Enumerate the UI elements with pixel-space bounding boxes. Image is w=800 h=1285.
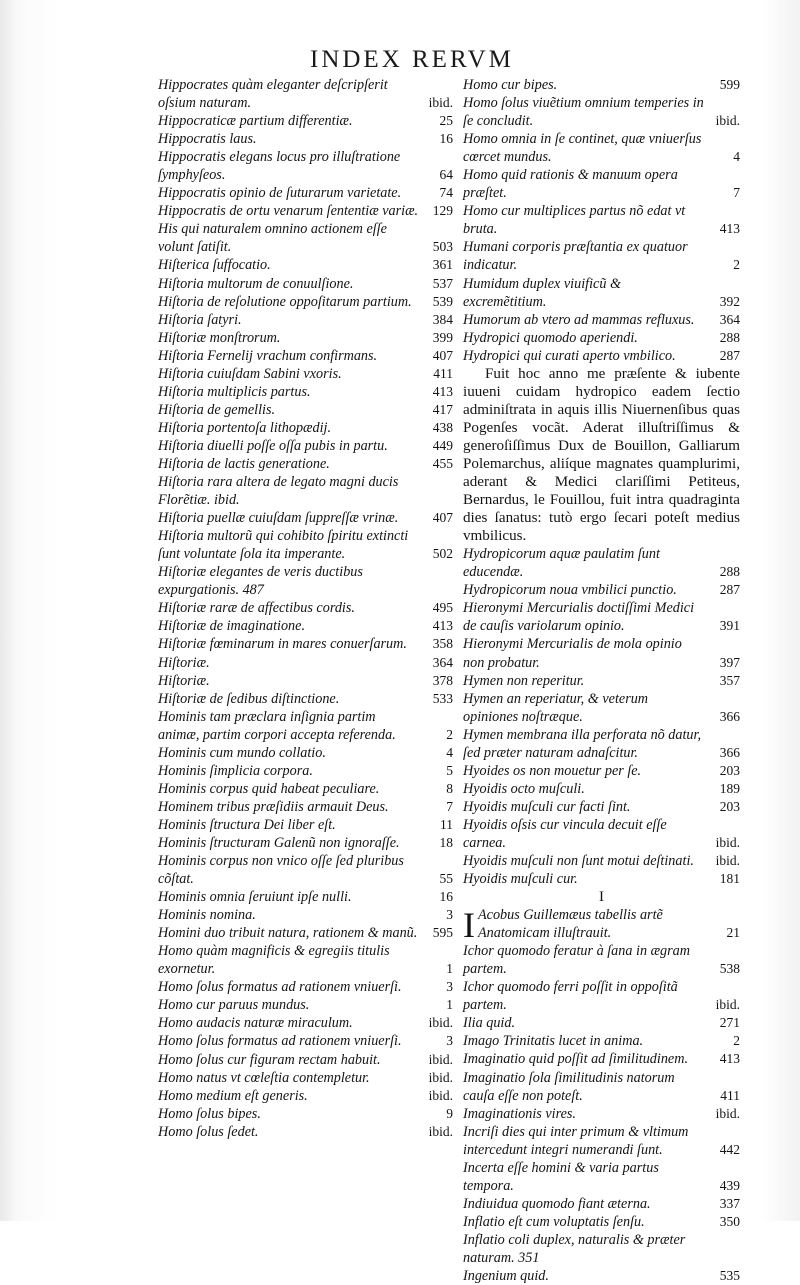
entry-page-ref: ibid.: [428, 1123, 453, 1139]
index-entry: [463, 311, 740, 329]
entry-page-ref: 413: [719, 221, 740, 237]
index-entry: [158, 635, 453, 653]
index-entry: [463, 130, 740, 166]
entry-text: Homo ſolus ſedet.: [158, 1123, 259, 1140]
entry-page-ref: 599: [719, 77, 740, 92]
index-entry: [158, 419, 453, 437]
index-entry: [463, 166, 740, 202]
index-entry: [463, 852, 740, 870]
index-entry: [463, 635, 740, 671]
entry-text: Hiſtoriæ fœminarum in mares conuerſarum.: [158, 636, 407, 653]
entry-text: Hiſtoriæ.: [158, 654, 210, 671]
entry-page-ref: 537: [432, 275, 453, 291]
index-entry: [463, 1267, 740, 1285]
entry-page-ref: 2: [446, 726, 453, 742]
index-entry: [158, 437, 453, 455]
entry-page-ref: ibid.: [715, 1105, 740, 1121]
index-entry: [158, 202, 453, 220]
entry-text: Humorum ab vtero ad mammas refluxus.: [463, 311, 695, 328]
entry-text: Homo cur bipes.: [463, 77, 558, 93]
entry-page-ref: 1: [446, 961, 453, 977]
index-entry: [158, 1051, 453, 1069]
index-entry: [463, 762, 740, 780]
index-entry: [158, 798, 453, 816]
entry-text: Hippocraticæ partium differentiæ.: [158, 113, 353, 130]
entry-page-ref: 350: [719, 1213, 740, 1229]
index-entry: [463, 816, 740, 852]
index-entry: [463, 672, 740, 690]
entry-page-ref: 2: [733, 1033, 740, 1049]
index-entry: [158, 329, 453, 347]
entry-text: Hominis ſimplicia corpora.: [158, 762, 313, 779]
entry-text: Hymen membrana illa perforata nõ datur, ſed præter naturam adnaſcitur.: [463, 726, 702, 761]
entry-page-ref: 8: [446, 780, 453, 796]
entry-page-ref: 3: [446, 979, 453, 995]
entry-page-ref: 533: [432, 690, 453, 706]
index-entry: [463, 942, 740, 978]
index-entry: [158, 708, 453, 744]
entry-text: Hominis corpus quid habeat peculiare.: [158, 780, 380, 797]
index-entry: [463, 347, 740, 365]
index-entry: [463, 238, 740, 274]
index-entry: [158, 1032, 453, 1050]
entry-text: Acobus Guillemæus tabellis artẽ Anatomicam illuſtrauit.: [478, 907, 663, 942]
index-entry: [463, 1195, 740, 1213]
entry-text: Hiſtoriæ de ſedibus diſtinctione.: [158, 690, 340, 707]
index-entry: [158, 347, 453, 365]
drop-cap-initial: I: [463, 905, 475, 946]
entry-text: Humidum duplex viuificũ & excremẽtitium.: [463, 275, 622, 310]
entry-text: Indiuidua quomodo fiant æterna.: [463, 1195, 651, 1212]
entry-text: Hominis nomina.: [158, 907, 256, 924]
entry-text: Hydropicorum aquæ paulatim ſunt educendæ.: [463, 546, 660, 581]
index-entry: [463, 1123, 740, 1159]
entry-text: Homo cur paruus mundus.: [158, 997, 310, 1014]
commentary-paragraph: Fuit hoc anno me præſente & iubente iuueni cuidam hydropico eadem ſectio adminiſtrata in aquis illis Niuernenſibus quas Pogenſes vocãt. Aderat illuſtriſſimus & generoſiſſimus Dux de Bouillon, Galliarum Polemarchus, aliíque magnates quamplurimi, aderant & Medici clariſſimi Petiteus, Bernardus, le Fouillou, fuit intra quadraginta dies ſanatus: tutò ergo ſecari poteſt medius vmbilicus.: [463, 365, 740, 545]
entry-text: Hiſtoria cuiuſdam Sabini vxoris.: [158, 365, 342, 382]
entry-page-ref: 413: [719, 1051, 740, 1067]
index-entry: [463, 1231, 740, 1267]
entry-page-ref: 411: [720, 1087, 740, 1103]
index-entry: [158, 130, 453, 148]
entry-page-ref: 288: [719, 564, 740, 580]
index-entry: [158, 473, 453, 509]
entry-page-ref: 7: [446, 798, 453, 814]
entry-text: Homo ſolus formatus ad rationem vniuerſi.: [158, 1033, 402, 1050]
index-entry: [158, 563, 453, 599]
entry-text: Hiſtoria de lactis generatione.: [158, 455, 330, 472]
entry-text: Hiſtoria de gemellis.: [158, 401, 276, 418]
entry-page-ref: 364: [719, 311, 740, 327]
index-entry: [158, 1087, 453, 1105]
entry-text: Hyoides os non mouetur per ſe.: [463, 762, 642, 779]
entry-text: Homini duo tribuit natura, rationem & manũ.: [158, 925, 418, 942]
entry-group-middle: [463, 545, 740, 888]
index-entry: [463, 1159, 740, 1195]
entry-text: Hiſtoriæ de imaginatione.: [158, 618, 305, 635]
index-entry: [158, 906, 453, 924]
entry-page-ref: 535: [719, 1268, 740, 1284]
entry-page-ref: 397: [719, 654, 740, 670]
entry-text: Hiſtoria rara altera de legato magni ducis Florẽtiæ. ibid.: [158, 474, 399, 509]
entry-page-ref: 25: [439, 113, 453, 129]
entry-text: Homo ſolus viuẽtium omnium temperies in ſe concludit.: [463, 95, 704, 130]
entry-text: Hydropicorum noua vmbilici punctio.: [463, 582, 677, 599]
entry-text: Hiſtoria portentoſa lithopædij.: [158, 419, 332, 436]
index-entry: [158, 256, 453, 274]
entry-page-ref: 189: [719, 780, 740, 796]
entry-text: Hyoidis muſculi cur facti ſint.: [463, 798, 631, 815]
entry-page-ref: 378: [432, 672, 453, 688]
index-entry: [158, 888, 453, 906]
index-entry: [158, 744, 453, 762]
entry-text: Ichor quomodo ferri poſſit in oppoſitã partem.: [463, 979, 678, 1014]
entry-text: Hiſterica ſuffocatio.: [158, 257, 271, 274]
entry-page-ref: ibid.: [428, 95, 453, 111]
entry-page-ref: 64: [439, 167, 453, 183]
entry-text: Hippocratis de ortu venarum ſententiæ variæ.: [158, 203, 419, 220]
entry-page-ref: 4: [446, 744, 453, 760]
section-letter-heading: I: [599, 889, 604, 906]
entry-page-ref: ibid.: [428, 1051, 453, 1067]
index-entry: [463, 76, 740, 94]
entry-page-ref: 16: [439, 889, 453, 905]
entry-page-ref: 7: [733, 185, 740, 201]
index-entry: [158, 690, 453, 708]
entry-text: Humani corporis præſtantia ex quatuor indicatur.: [463, 239, 688, 274]
entry-text: Hippocratis laus.: [158, 131, 257, 148]
entry-text: Homo audacis naturæ miraculum.: [158, 1015, 353, 1032]
entry-text: Hiſtoriæ raræ de affectibus cordis.: [158, 600, 355, 617]
entry-page-ref: 55: [439, 871, 453, 887]
entry-page-ref: 439: [719, 1177, 740, 1193]
entry-page-ref: 411: [433, 365, 453, 381]
entry-page-ref: 16: [439, 131, 453, 147]
entry-text: Ilia quid.: [463, 1015, 516, 1032]
entry-text: Homo ſolus bipes.: [158, 1105, 261, 1122]
index-entry: [463, 599, 740, 635]
entry-text: Hiſtoria de reſolutione oppoſitarum partium.: [158, 293, 412, 310]
index-entry: [158, 834, 453, 852]
entry-page-ref: 1: [446, 997, 453, 1013]
entry-page-ref: 495: [432, 600, 453, 616]
entry-page-ref: 361: [432, 257, 453, 273]
entry-page-ref: 3: [446, 907, 453, 923]
entry-page-ref: 21: [726, 925, 740, 941]
entry-text: His qui naturalem omnino actionem eſſe volunt ſatiſit.: [158, 221, 387, 256]
index-entry: [158, 654, 453, 672]
entry-page-ref: 357: [719, 672, 740, 688]
index-entry: [158, 365, 453, 383]
entry-page-ref: 287: [719, 582, 740, 598]
entry-group-bottom: [463, 942, 740, 1285]
index-entry: [158, 780, 453, 798]
entry-page-ref: 181: [719, 871, 740, 887]
entry-text: Hiſtoria multorum de conuulſione.: [158, 275, 354, 292]
entry-text: Homo quid rationis & manuum opera præſtet.: [463, 167, 678, 202]
entry-text: Imago Trinitatis lucet in anima.: [463, 1033, 644, 1050]
entry-text: Ichor quomodo feratur à ſana in ægram partem.: [463, 943, 690, 978]
entry-page-ref: 442: [719, 1141, 740, 1157]
entry-page-ref: ibid.: [428, 1015, 453, 1031]
index-entry: [158, 1014, 453, 1032]
index-entry: [463, 94, 740, 130]
entry-text: Hyoidis muſculi non ſunt motui deſtinati.: [463, 853, 694, 870]
running-header: INDEX RERVM: [310, 46, 514, 73]
index-entry: [158, 924, 453, 942]
entry-page-ref: ibid.: [715, 997, 740, 1013]
entry-text: Hiſtoriæ monſtrorum.: [158, 329, 281, 346]
index-entry: [463, 798, 740, 816]
entry-text: Incerta eſſe homini & varia partus tempora.: [463, 1159, 659, 1194]
index-entry: [158, 816, 453, 834]
entry-text: Imaginatio ſola ſimilitudinis natorum cauſa eſſe non poteſt.: [463, 1069, 675, 1104]
index-column-left: [158, 76, 453, 1141]
entry-page-ref: 391: [719, 618, 740, 634]
entry-text: Homo ſolus formatus ad rationem vniuerſi.: [158, 979, 402, 996]
entry-text: Hiſtoria Fernelij vrachum confirmans.: [158, 347, 378, 364]
index-entry: [158, 1123, 453, 1141]
entry-page-ref: 74: [439, 185, 453, 201]
entry-text: Homo ſolus cur figuram rectam habuit.: [158, 1051, 381, 1068]
entry-page-ref: 4: [733, 149, 740, 165]
index-entry: [463, 978, 740, 1014]
index-entry: [158, 527, 453, 563]
index-entry: [158, 509, 453, 527]
entry-text: Hiſtoria multorũ qui cohibito ſpiritu extincti ſunt voluntate ſola ita imperante.: [158, 528, 409, 563]
entry-text: Hieronymi Mercurialis doctiſſimi Medici de cauſis variolarum opinio.: [463, 600, 695, 635]
index-entry: [463, 275, 740, 311]
index-entry: [158, 455, 453, 473]
entry-text: Incriſi dies qui inter primum & vltimum intercedunt integri numerandi ſunt.: [463, 1123, 689, 1158]
entry-page-ref: 449: [432, 437, 453, 453]
entry-page-ref: 203: [719, 762, 740, 778]
entry-text: Hieronymi Mercurialis de mola opinio non probatur.: [463, 636, 682, 671]
entry-page-ref: 271: [719, 1015, 740, 1031]
entry-page-ref: 539: [432, 293, 453, 309]
index-entry: [463, 545, 740, 581]
entry-text: Hiſtoriæ.: [158, 672, 210, 689]
index-entry: [158, 1105, 453, 1123]
index-entry: [158, 76, 453, 112]
entry-page-ref: 129: [432, 203, 453, 219]
entry-page-ref: 203: [719, 798, 740, 814]
index-column-right: [463, 76, 740, 1285]
index-entry: [158, 112, 453, 130]
index-entry: [158, 996, 453, 1014]
index-entry: [158, 184, 453, 202]
entry-text: Hippocratis opinio de ſuturarum varietate.: [158, 185, 402, 202]
entry-page-ref: ibid.: [428, 1069, 453, 1085]
entry-page-ref: 417: [432, 401, 453, 417]
index-entry: [463, 1213, 740, 1231]
entry-page-ref: 399: [432, 329, 453, 345]
entry-text: Hominis cum mundo collatio.: [158, 744, 326, 761]
index-entry: [463, 581, 740, 599]
entry-text: Homo natus vt cœleſtia contempletur.: [158, 1069, 370, 1086]
entry-page-ref: 595: [432, 925, 453, 941]
entry-page-ref: 2: [733, 257, 740, 273]
entry-page-ref: 503: [432, 239, 453, 255]
index-entry: [463, 1105, 740, 1123]
entry-text: Homo medium eſt generis.: [158, 1087, 308, 1104]
entry-text: Hominem tribus præſidiis armauit Deus.: [158, 798, 389, 815]
entry-page-ref: 5: [446, 762, 453, 778]
entry-text: Hyoidis oſsis cur vincula decuit eſſe carnea.: [463, 816, 667, 851]
entry-text: Inflatio coli duplex, naturalis & præter naturam. 351: [463, 1231, 686, 1266]
entry-text: Homo omnia in ſe continet, quæ vniuerſus cœrcet mundus.: [463, 131, 702, 166]
entry-text: Hippocratis elegans locus pro illuſtratione ſymphyſeos.: [158, 149, 401, 184]
entry-page-ref: ibid.: [715, 113, 740, 129]
entry-text: Homo cur multiplices partus nõ edat vt bruta.: [463, 203, 686, 238]
entry-page-ref: 392: [719, 293, 740, 309]
entry-text: Hymen non reperitur.: [463, 672, 585, 689]
entry-page-ref: ibid.: [715, 834, 740, 850]
entry-page-ref: 288: [719, 329, 740, 345]
index-entry: [158, 220, 453, 256]
index-entry: [463, 202, 740, 238]
entry-text: Hiſtoria multiplicis partus.: [158, 383, 311, 400]
index-entry: [463, 1050, 740, 1068]
entry-text: Hippocrates quàm eleganter deſcripſerit oſsium naturam.: [158, 77, 388, 112]
index-entry: [158, 852, 453, 888]
index-entry-dropcap: [463, 905, 740, 946]
index-entry: [158, 978, 453, 996]
entry-text: Hominis corpus non vnico oſſe ſed pluribus cõſtat.: [158, 853, 404, 888]
index-entry: [158, 275, 453, 293]
index-entry: [158, 383, 453, 401]
entry-page-ref: 407: [432, 347, 453, 363]
entry-page-ref: 3: [446, 1033, 453, 1049]
entry-text: Hyoidis octo muſculi.: [463, 780, 585, 797]
entry-text: Hymen an reperiatur, & veterum opiniones noſtræque.: [463, 690, 649, 725]
index-entry: [158, 942, 453, 978]
entry-page-ref: 11: [440, 816, 453, 832]
index-entry: [158, 311, 453, 329]
index-entry: [158, 148, 453, 184]
index-entry: [463, 690, 740, 726]
index-entry: [158, 599, 453, 617]
index-entry: [158, 293, 453, 311]
entry-text: Hyoidis muſculi cur.: [463, 871, 578, 888]
entry-text: Hominis ſtructuram Galenũ non ignoraſſe.: [158, 834, 400, 851]
entry-page-ref: 413: [432, 383, 453, 399]
index-entry: [463, 1069, 740, 1105]
index-entry: [158, 762, 453, 780]
index-entry: [463, 1032, 740, 1050]
entry-text: Imaginationis vires.: [463, 1105, 576, 1122]
entry-page-ref: ibid.: [428, 1087, 453, 1103]
entry-page-ref: 337: [719, 1195, 740, 1211]
entry-text: Hominis omnia ſeruiunt ipſe nulli.: [158, 889, 352, 906]
entry-page-ref: 538: [719, 961, 740, 977]
index-entry: [158, 401, 453, 419]
entry-page-ref: 366: [719, 744, 740, 760]
index-entry: [463, 726, 740, 762]
index-entry: [158, 672, 453, 690]
entry-text: Hydropici quomodo aperiendi.: [463, 329, 638, 346]
entry-page-ref: 502: [432, 546, 453, 562]
entry-text: Ingenium quid.: [463, 1268, 549, 1285]
entry-text: Hiſtoriæ elegantes de veris ductibus expurgationis. 487: [158, 564, 363, 599]
entry-page-ref: 358: [432, 636, 453, 652]
entry-text: Hominis tam præclara inſignia partim animæ, partim corpori accepta referenda.: [158, 708, 396, 743]
entry-text: Hiſtoria puellæ cuiuſdam ſuppreſſæ vrinæ.: [158, 510, 399, 527]
entry-page-ref: 413: [432, 618, 453, 634]
index-entry: [463, 329, 740, 347]
entry-text: Hominis ſtructura Dei liber eſt.: [158, 816, 336, 833]
entry-text: Hydropici qui curati aperto vmbilico.: [463, 347, 676, 364]
index-entry: [463, 870, 740, 888]
entry-group-top: [463, 76, 740, 365]
index-entry: [158, 617, 453, 635]
index-entry: [463, 780, 740, 798]
entry-page-ref: 384: [432, 311, 453, 327]
entry-page-ref: 455: [432, 455, 453, 471]
index-entry: [463, 1014, 740, 1032]
index-entry: [158, 1069, 453, 1087]
entry-page-ref: 287: [719, 347, 740, 363]
entry-text: Hiſtoria diuelli poſſe oſſa pubis in partu.: [158, 437, 388, 454]
entry-text: Inflatio eſt cum voluptatis ſenſu.: [463, 1213, 645, 1230]
entry-page-ref: 438: [432, 419, 453, 435]
entry-page-ref: 366: [719, 708, 740, 724]
entry-page-ref: ibid.: [715, 853, 740, 869]
entry-text: Homo quàm magnificis & egregiis titulis exornetur.: [158, 943, 390, 978]
entry-text: Imaginatio quid poſſit ad ſimilitudinem.: [463, 1051, 689, 1068]
entry-page-ref: 18: [439, 834, 453, 850]
entry-page-ref: 9: [446, 1105, 453, 1121]
entry-page-ref: 364: [432, 654, 453, 670]
entry-page-ref: 407: [432, 510, 453, 526]
entry-text: Hiſtoria ſatyri.: [158, 311, 242, 328]
